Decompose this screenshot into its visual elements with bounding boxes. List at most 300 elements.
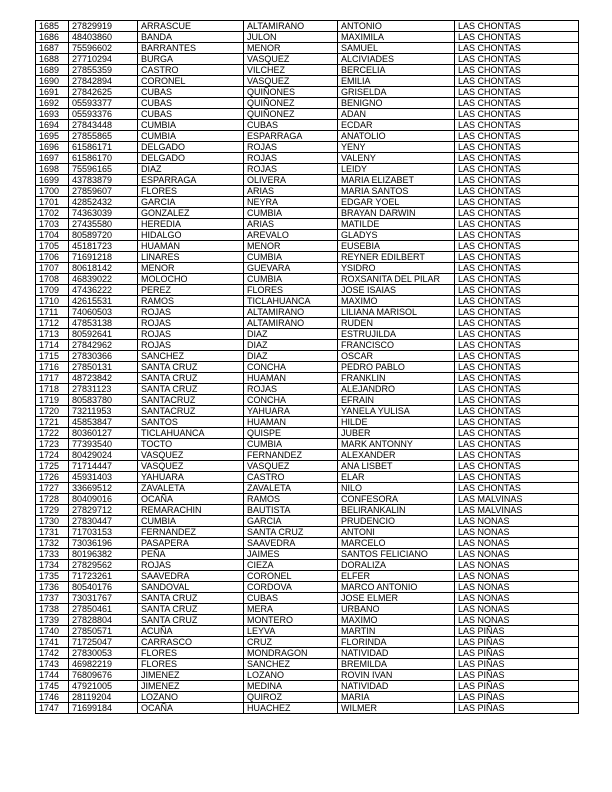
table-row xyxy=(36,538,579,549)
given-names-cell: JOSE ELMER xyxy=(338,593,455,604)
row-number: 1702 xyxy=(36,208,69,219)
locality-cell: LAS CHONTAS xyxy=(455,362,579,373)
locality-cell: LAS CHONTAS xyxy=(455,120,579,131)
locality-cell: LAS CHONTAS xyxy=(455,351,579,362)
table-row xyxy=(36,175,579,186)
row-number: 1721 xyxy=(36,417,69,428)
given-names-cell: MATILDE xyxy=(338,219,455,230)
surname-paternal-cell: SANTA CRUZ xyxy=(138,593,244,604)
surname-maternal-cell: LOZANO xyxy=(244,670,338,681)
table-row xyxy=(36,252,579,263)
table-row xyxy=(36,703,579,714)
dni-cell: 61586170 xyxy=(69,153,138,164)
given-names-cell: ADAN xyxy=(338,109,455,120)
table-row xyxy=(36,230,579,241)
row-number: 1733 xyxy=(36,549,69,560)
surname-maternal-cell: TICLAHUANCA xyxy=(244,296,338,307)
dni-cell: 74060503 xyxy=(69,307,138,318)
surname-paternal-cell: REMARACHIN xyxy=(138,505,244,516)
row-number: 1726 xyxy=(36,472,69,483)
table-row xyxy=(36,153,579,164)
surname-maternal-cell: CIEZA xyxy=(244,560,338,571)
locality-cell: LAS PIÑAS xyxy=(455,681,579,692)
dni-cell: 47921005 xyxy=(69,681,138,692)
dni-cell: 73036196 xyxy=(69,538,138,549)
table-row xyxy=(36,461,579,472)
dni-cell: 48403860 xyxy=(69,32,138,43)
given-names-cell: JOSE ISAIAS xyxy=(338,285,455,296)
table-row xyxy=(36,604,579,615)
surname-paternal-cell: CASTRO xyxy=(138,65,244,76)
dni-cell: 27710294 xyxy=(69,54,138,65)
row-number: 1731 xyxy=(36,527,69,538)
surname-maternal-cell: DIAZ xyxy=(244,329,338,340)
surname-paternal-cell: VASQUEZ xyxy=(138,461,244,472)
row-number: 1688 xyxy=(36,54,69,65)
given-names-cell: JUBER xyxy=(338,428,455,439)
row-number: 1745 xyxy=(36,681,69,692)
surname-paternal-cell: FLORES xyxy=(138,659,244,670)
given-names-cell: YANELA YULISA xyxy=(338,406,455,417)
locality-cell: LAS NONAS xyxy=(455,538,579,549)
table-row xyxy=(36,373,579,384)
locality-cell: LAS CHONTAS xyxy=(455,219,579,230)
row-number: 1685 xyxy=(36,21,69,32)
row-number: 1718 xyxy=(36,384,69,395)
table-row xyxy=(36,615,579,626)
dni-cell: 27830366 xyxy=(69,351,138,362)
row-number: 1728 xyxy=(36,494,69,505)
surname-paternal-cell: SANTA CRUZ xyxy=(138,373,244,384)
table-row xyxy=(36,483,579,494)
given-names-cell: MAXIMILA xyxy=(338,32,455,43)
table-row xyxy=(36,109,579,120)
locality-cell: LAS NONAS xyxy=(455,549,579,560)
locality-cell: LAS CHONTAS xyxy=(455,87,579,98)
dni-cell: 27435580 xyxy=(69,219,138,230)
dni-cell: 76809676 xyxy=(69,670,138,681)
locality-cell: LAS PIÑAS xyxy=(455,648,579,659)
surname-paternal-cell: BANDA xyxy=(138,32,244,43)
given-names-cell: NATIVIDAD xyxy=(338,648,455,659)
given-names-cell: GLADYS xyxy=(338,230,455,241)
surname-maternal-cell: CUMBIA xyxy=(244,439,338,450)
surname-paternal-cell: DELGADO xyxy=(138,153,244,164)
table-row xyxy=(36,186,579,197)
given-names-cell: WILMER xyxy=(338,703,455,714)
given-names-cell: LEIDY xyxy=(338,164,455,175)
row-number: 1719 xyxy=(36,395,69,406)
row-number: 1691 xyxy=(36,87,69,98)
locality-cell: LAS CHONTAS xyxy=(455,164,579,175)
surname-maternal-cell: CUBAS xyxy=(244,593,338,604)
row-number: 1747 xyxy=(36,703,69,714)
table-row xyxy=(36,120,579,131)
surname-maternal-cell: VASQUEZ xyxy=(244,54,338,65)
given-names-cell: SANTOS FELICIANO xyxy=(338,549,455,560)
surname-paternal-cell: HUAMAN xyxy=(138,241,244,252)
given-names-cell: REYNER EDILBERT xyxy=(338,252,455,263)
surname-maternal-cell: MONTERO xyxy=(244,615,338,626)
given-names-cell: FRANKLIN xyxy=(338,373,455,384)
surname-maternal-cell: BAUTISTA xyxy=(244,505,338,516)
given-names-cell: NILO xyxy=(338,483,455,494)
given-names-cell: ESTRUJILDA xyxy=(338,329,455,340)
surname-paternal-cell: ROJAS xyxy=(138,329,244,340)
table-row xyxy=(36,593,579,604)
table-row xyxy=(36,318,579,329)
row-number: 1700 xyxy=(36,186,69,197)
surname-paternal-cell: LINARES xyxy=(138,252,244,263)
table-row xyxy=(36,329,579,340)
locality-cell: LAS NONAS xyxy=(455,615,579,626)
row-number: 1687 xyxy=(36,43,69,54)
dni-cell: 71691218 xyxy=(69,252,138,263)
given-names-cell: ANTONIO xyxy=(338,21,455,32)
locality-cell: LAS CHONTAS xyxy=(455,450,579,461)
row-number: 1742 xyxy=(36,648,69,659)
surname-maternal-cell: RAMOS xyxy=(244,494,338,505)
given-names-cell: ANA LISBET xyxy=(338,461,455,472)
dni-cell: 80583780 xyxy=(69,395,138,406)
locality-cell: LAS PIÑAS xyxy=(455,703,579,714)
row-number: 1735 xyxy=(36,571,69,582)
table-row xyxy=(36,417,579,428)
given-names-cell: MAXIMO xyxy=(338,296,455,307)
row-number: 1727 xyxy=(36,483,69,494)
row-number: 1710 xyxy=(36,296,69,307)
locality-cell: LAS CHONTAS xyxy=(455,439,579,450)
surname-paternal-cell: PASAPERA xyxy=(138,538,244,549)
surname-maternal-cell: ALTAMIRANO xyxy=(244,307,338,318)
dni-cell: 47853138 xyxy=(69,318,138,329)
dni-cell: 71725047 xyxy=(69,637,138,648)
surname-paternal-cell: ARRASCUE xyxy=(138,21,244,32)
locality-cell: LAS CHONTAS xyxy=(455,274,579,285)
surname-paternal-cell: BURGA xyxy=(138,54,244,65)
row-number: 1714 xyxy=(36,340,69,351)
table-row xyxy=(36,43,579,54)
locality-cell: LAS CHONTAS xyxy=(455,43,579,54)
dni-cell: 27830053 xyxy=(69,648,138,659)
table-row xyxy=(36,274,579,285)
given-names-cell: HILDE xyxy=(338,417,455,428)
locality-cell: LAS CHONTAS xyxy=(455,197,579,208)
dni-cell: 05593376 xyxy=(69,109,138,120)
surname-paternal-cell: FERNANDEZ xyxy=(138,527,244,538)
locality-cell: LAS CHONTAS xyxy=(455,65,579,76)
surname-paternal-cell: ROJAS xyxy=(138,307,244,318)
surname-paternal-cell: SANTA CRUZ xyxy=(138,615,244,626)
locality-cell: LAS CHONTAS xyxy=(455,263,579,274)
dni-cell: 27843448 xyxy=(69,120,138,131)
surname-maternal-cell: CORDOVA xyxy=(244,582,338,593)
given-names-cell: MARCELO xyxy=(338,538,455,549)
dni-cell: 73031767 xyxy=(69,593,138,604)
row-number: 1730 xyxy=(36,516,69,527)
dni-cell: 48723842 xyxy=(69,373,138,384)
row-number: 1724 xyxy=(36,450,69,461)
table-row xyxy=(36,505,579,516)
surname-paternal-cell: HEREDIA xyxy=(138,219,244,230)
row-number: 1746 xyxy=(36,692,69,703)
surname-paternal-cell: TICLAHUANCA xyxy=(138,428,244,439)
surname-paternal-cell: SANCHEZ xyxy=(138,351,244,362)
dni-cell: 46982219 xyxy=(69,659,138,670)
given-names-cell: BENIGNO xyxy=(338,98,455,109)
dni-cell: 45931403 xyxy=(69,472,138,483)
given-names-cell: EMILIA xyxy=(338,76,455,87)
surname-paternal-cell: SANTA CRUZ xyxy=(138,362,244,373)
dni-cell: 27842894 xyxy=(69,76,138,87)
dni-cell: 27842962 xyxy=(69,340,138,351)
surname-maternal-cell: GUEVARA xyxy=(244,263,338,274)
given-names-cell: MARIA xyxy=(338,692,455,703)
surname-maternal-cell: ARIAS xyxy=(244,219,338,230)
given-names-cell: YSIDRO xyxy=(338,263,455,274)
surname-maternal-cell: QUIROZ xyxy=(244,692,338,703)
row-number: 1739 xyxy=(36,615,69,626)
given-names-cell: MARTIN xyxy=(338,626,455,637)
row-number: 1707 xyxy=(36,263,69,274)
given-names-cell: BREMILDA xyxy=(338,659,455,670)
given-names-cell: MAXIMO xyxy=(338,615,455,626)
locality-cell: LAS CHONTAS xyxy=(455,384,579,395)
dni-cell: 27850461 xyxy=(69,604,138,615)
surname-paternal-cell: CUMBIA xyxy=(138,131,244,142)
dni-cell: 71714447 xyxy=(69,461,138,472)
surname-paternal-cell: ROJAS xyxy=(138,318,244,329)
given-names-cell: ANTONI xyxy=(338,527,455,538)
table-row xyxy=(36,637,579,648)
surname-paternal-cell: CARRASCO xyxy=(138,637,244,648)
table-row xyxy=(36,285,579,296)
surname-maternal-cell: CORONEL xyxy=(244,571,338,582)
surname-paternal-cell: YAHUARA xyxy=(138,472,244,483)
table-row xyxy=(36,241,579,252)
given-names-cell: ELAR xyxy=(338,472,455,483)
surname-maternal-cell: ZAVALETA xyxy=(244,483,338,494)
given-names-cell: YENY xyxy=(338,142,455,153)
dni-cell: 27855359 xyxy=(69,65,138,76)
given-names-cell: GRISELDA xyxy=(338,87,455,98)
surname-maternal-cell: CONCHA xyxy=(244,362,338,373)
surname-maternal-cell: HUAMAN xyxy=(244,373,338,384)
locality-cell: LAS NONAS xyxy=(455,516,579,527)
row-number: 1695 xyxy=(36,131,69,142)
row-number: 1715 xyxy=(36,351,69,362)
surname-paternal-cell: PEREZ xyxy=(138,285,244,296)
row-number: 1734 xyxy=(36,560,69,571)
surname-maternal-cell: ESPARRAGA xyxy=(244,131,338,142)
surname-paternal-cell: DIAZ xyxy=(138,164,244,175)
table-row xyxy=(36,527,579,538)
dni-cell: 80592641 xyxy=(69,329,138,340)
surname-paternal-cell: MOLOCHO xyxy=(138,274,244,285)
dni-cell: 27859607 xyxy=(69,186,138,197)
dni-cell: 71723261 xyxy=(69,571,138,582)
roster-table xyxy=(35,20,579,714)
surname-paternal-cell: BARRANTES xyxy=(138,43,244,54)
row-number: 1712 xyxy=(36,318,69,329)
surname-paternal-cell: ESPARRAGA xyxy=(138,175,244,186)
surname-maternal-cell: DIAZ xyxy=(244,351,338,362)
locality-cell: LAS CHONTAS xyxy=(455,461,579,472)
dni-cell: 80429024 xyxy=(69,450,138,461)
dni-cell: 71703153 xyxy=(69,527,138,538)
surname-maternal-cell: QUIÑONEZ xyxy=(244,109,338,120)
dni-cell: 33669512 xyxy=(69,483,138,494)
table-row xyxy=(36,549,579,560)
surname-maternal-cell: ROJAS xyxy=(244,164,338,175)
surname-paternal-cell: PEÑA xyxy=(138,549,244,560)
row-number: 1694 xyxy=(36,120,69,131)
given-names-cell: ANATOLIO xyxy=(338,131,455,142)
surname-paternal-cell: DELGADO xyxy=(138,142,244,153)
surname-maternal-cell: FLORES xyxy=(244,285,338,296)
row-number: 1698 xyxy=(36,164,69,175)
table-row xyxy=(36,648,579,659)
surname-maternal-cell: ROJAS xyxy=(244,142,338,153)
dni-cell: 80196382 xyxy=(69,549,138,560)
locality-cell: LAS CHONTAS xyxy=(455,54,579,65)
surname-paternal-cell: GARCIA xyxy=(138,197,244,208)
row-number: 1732 xyxy=(36,538,69,549)
dni-cell: 27842625 xyxy=(69,87,138,98)
dni-cell: 80360127 xyxy=(69,428,138,439)
surname-maternal-cell: ARIAS xyxy=(244,186,338,197)
given-names-cell: LILIANA MARISOL xyxy=(338,307,455,318)
table-row xyxy=(36,54,579,65)
row-number: 1699 xyxy=(36,175,69,186)
surname-maternal-cell: OLIVERA xyxy=(244,175,338,186)
row-number: 1741 xyxy=(36,637,69,648)
table-row xyxy=(36,142,579,153)
row-number: 1689 xyxy=(36,65,69,76)
table-row xyxy=(36,296,579,307)
surname-paternal-cell: FLORES xyxy=(138,648,244,659)
row-number: 1723 xyxy=(36,439,69,450)
locality-cell: LAS CHONTAS xyxy=(455,285,579,296)
locality-cell: LAS CHONTAS xyxy=(455,252,579,263)
surname-maternal-cell: MONDRAGON xyxy=(244,648,338,659)
surname-maternal-cell: YAHUARA xyxy=(244,406,338,417)
surname-maternal-cell: CUMBIA xyxy=(244,252,338,263)
row-number: 1705 xyxy=(36,241,69,252)
dni-cell: 61586171 xyxy=(69,142,138,153)
given-names-cell: BELIRANKALIN xyxy=(338,505,455,516)
dni-cell: 75596602 xyxy=(69,43,138,54)
given-names-cell: MARIA SANTOS xyxy=(338,186,455,197)
locality-cell: LAS CHONTAS xyxy=(455,131,579,142)
given-names-cell: URBANO xyxy=(338,604,455,615)
table-row xyxy=(36,362,579,373)
locality-cell: LAS CHONTAS xyxy=(455,230,579,241)
given-names-cell: NATIVIDAD xyxy=(338,681,455,692)
dni-cell: 77393540 xyxy=(69,439,138,450)
row-number: 1729 xyxy=(36,505,69,516)
given-names-cell: ELFER xyxy=(338,571,455,582)
surname-maternal-cell: HUAMAN xyxy=(244,417,338,428)
row-number: 1697 xyxy=(36,153,69,164)
given-names-cell: SAMUEL xyxy=(338,43,455,54)
row-number: 1722 xyxy=(36,428,69,439)
surname-maternal-cell: NEYRA xyxy=(244,197,338,208)
given-names-cell: BERCELIA xyxy=(338,65,455,76)
dni-cell: 27829562 xyxy=(69,560,138,571)
surname-maternal-cell: VASQUEZ xyxy=(244,461,338,472)
locality-cell: LAS CHONTAS xyxy=(455,21,579,32)
surname-maternal-cell: MEDINA xyxy=(244,681,338,692)
given-names-cell: VALENY xyxy=(338,153,455,164)
given-names-cell: MARK ANTONNY xyxy=(338,439,455,450)
table-row xyxy=(36,560,579,571)
table-row xyxy=(36,98,579,109)
dni-cell: 75596165 xyxy=(69,164,138,175)
surname-paternal-cell: JIMENEZ xyxy=(138,670,244,681)
given-names-cell: FRANCISCO xyxy=(338,340,455,351)
surname-maternal-cell: HUACHEZ xyxy=(244,703,338,714)
table-row xyxy=(36,87,579,98)
row-number: 1686 xyxy=(36,32,69,43)
locality-cell: LAS CHONTAS xyxy=(455,417,579,428)
locality-cell: LAS CHONTAS xyxy=(455,318,579,329)
given-names-cell: PRUDENCIO xyxy=(338,516,455,527)
surname-maternal-cell: QUISPE xyxy=(244,428,338,439)
table-row xyxy=(36,21,579,32)
given-names-cell: ALEXANDER xyxy=(338,450,455,461)
dni-cell: 80618142 xyxy=(69,263,138,274)
table-row xyxy=(36,571,579,582)
row-number: 1692 xyxy=(36,98,69,109)
surname-paternal-cell: RAMOS xyxy=(138,296,244,307)
given-names-cell: MARIA ELIZABET xyxy=(338,175,455,186)
locality-cell: LAS CHONTAS xyxy=(455,472,579,483)
row-number: 1693 xyxy=(36,109,69,120)
dni-cell: 47436222 xyxy=(69,285,138,296)
locality-cell: LAS NONAS xyxy=(455,527,579,538)
surname-maternal-cell: VILCHEZ xyxy=(244,65,338,76)
dni-cell: 27829919 xyxy=(69,21,138,32)
row-number: 1740 xyxy=(36,626,69,637)
given-names-cell: EDGAR YOEL xyxy=(338,197,455,208)
surname-paternal-cell: SANTA CRUZ xyxy=(138,384,244,395)
table-row xyxy=(36,670,579,681)
table-row xyxy=(36,208,579,219)
surname-paternal-cell: ROJAS xyxy=(138,560,244,571)
row-number: 1709 xyxy=(36,285,69,296)
locality-cell: LAS NONAS xyxy=(455,571,579,582)
locality-cell: LAS NONAS xyxy=(455,593,579,604)
surname-paternal-cell: LOZANO xyxy=(138,692,244,703)
table-row xyxy=(36,692,579,703)
given-names-cell: EFRAIN xyxy=(338,395,455,406)
dni-cell: 27828804 xyxy=(69,615,138,626)
surname-paternal-cell: MENOR xyxy=(138,263,244,274)
table-row xyxy=(36,263,579,274)
surname-maternal-cell: QUIÑONEZ xyxy=(244,98,338,109)
surname-paternal-cell: SANTOS xyxy=(138,417,244,428)
surname-maternal-cell: SAAVEDRA xyxy=(244,538,338,549)
table-row xyxy=(36,76,579,87)
dni-cell: 46839022 xyxy=(69,274,138,285)
surname-paternal-cell: CUMBIA xyxy=(138,120,244,131)
table-row xyxy=(36,307,579,318)
dni-cell: 27850131 xyxy=(69,362,138,373)
surname-paternal-cell: CUBAS xyxy=(138,109,244,120)
locality-cell: LAS NONAS xyxy=(455,560,579,571)
given-names-cell: OSCAR xyxy=(338,351,455,362)
